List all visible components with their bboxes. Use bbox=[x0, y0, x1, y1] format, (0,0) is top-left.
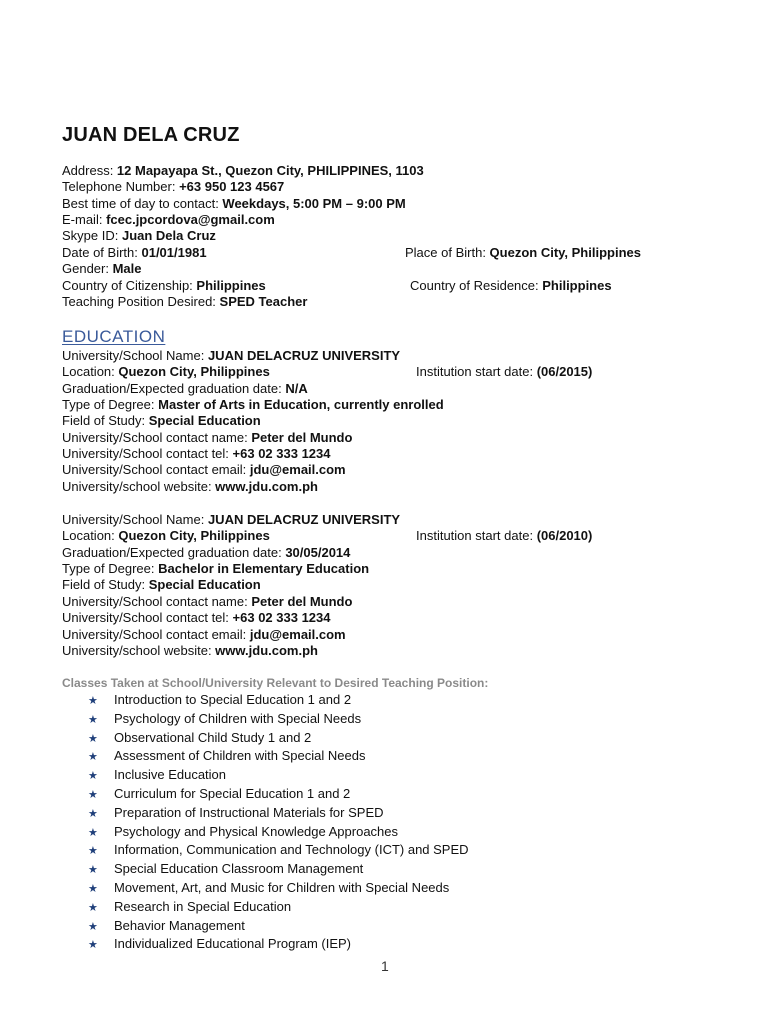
location-label: Location: bbox=[62, 364, 119, 379]
class-name: Assessment of Children with Special Needs bbox=[114, 748, 366, 764]
class-name: Inclusive Education bbox=[114, 767, 227, 783]
website-value: www.jdu.com.ph bbox=[215, 643, 318, 658]
address-label: Address: bbox=[62, 163, 117, 178]
class-name: Behavior Management bbox=[114, 917, 245, 933]
edu1-contact-name bbox=[62, 430, 352, 446]
edu1-degree bbox=[62, 397, 444, 413]
list-item bbox=[88, 840, 469, 859]
location-country: , Philippines bbox=[193, 528, 270, 543]
best-time-label: Best time of day to contact: bbox=[62, 196, 223, 211]
class-name: Preparation of Instructional Materials for SPED bbox=[114, 804, 384, 820]
class-name: Individualized Educational Program (IEP) bbox=[114, 936, 352, 952]
contact-email-label: University/School contact email: bbox=[62, 462, 250, 477]
page-number: 1 bbox=[381, 958, 389, 974]
location-label: Location: bbox=[62, 528, 119, 543]
citizenship-label: Country of Citizenship: bbox=[62, 278, 197, 293]
contact-tel-label: University/School contact tel: bbox=[62, 446, 233, 461]
address-value: 12 Mapayapa St., Quezon City, PHILIPPINES, 1103 bbox=[116, 163, 424, 178]
list-item bbox=[88, 916, 469, 935]
skype-value: Juan Dela Cruz bbox=[121, 228, 216, 243]
edu2-field bbox=[62, 577, 261, 593]
class-name: Curriculum for Special Education 1 and 2 bbox=[114, 785, 351, 801]
contact-tel-label: University/School contact tel: bbox=[62, 610, 233, 625]
school-name-label: University/School Name: bbox=[62, 348, 208, 363]
phone-line bbox=[62, 179, 284, 195]
star-icon: ★ bbox=[88, 882, 98, 895]
location-city: Quezon City bbox=[118, 364, 194, 379]
edu2-website bbox=[62, 643, 318, 659]
edu1-contact-tel bbox=[62, 446, 331, 462]
education-heading: EDUCATION bbox=[62, 327, 166, 346]
position-label: Teaching Position Desired: bbox=[62, 294, 220, 309]
applicant-name: JUAN DELA CRUZ bbox=[62, 124, 240, 146]
contact-name-label: University/School contact name: bbox=[62, 594, 252, 609]
website-value: www.jdu.com.ph bbox=[215, 479, 318, 494]
edu1-website bbox=[62, 479, 318, 495]
email-value: fcec.jpcordova@gmail.com bbox=[106, 212, 275, 227]
edu2-start-date bbox=[416, 528, 592, 543]
contact-email-label: University/School contact email: bbox=[62, 627, 250, 642]
edu2-contact-email bbox=[62, 627, 346, 643]
star-icon: ★ bbox=[88, 695, 98, 707]
start-date-value: (06/2010) bbox=[536, 528, 593, 543]
start-date-label: Institution start date: bbox=[416, 528, 537, 543]
dob-value: 01/01/1981 bbox=[141, 245, 207, 260]
skype-label: Skype ID: bbox=[62, 228, 122, 243]
edu1-field bbox=[62, 413, 261, 429]
school-name-label: University/School Name: bbox=[62, 512, 208, 527]
field-value: Special Education bbox=[148, 577, 261, 592]
residence-line bbox=[410, 278, 612, 293]
gender-line bbox=[62, 261, 142, 277]
website-label: University/school website: bbox=[62, 643, 216, 658]
class-name: Special Education Classroom Management bbox=[114, 861, 364, 877]
list-item bbox=[88, 746, 469, 765]
grad-date-label: Graduation/Expected graduation date: bbox=[62, 545, 286, 560]
best-time-value: Weekdays, 5:00 PM – 9:00 PM bbox=[222, 196, 406, 211]
citizenship-value: Philippines bbox=[196, 278, 266, 293]
class-name: Research in Special Education bbox=[114, 898, 292, 914]
pob-value: Quezon City, Philippines bbox=[489, 245, 641, 260]
best-time-line bbox=[62, 196, 406, 212]
classes-list bbox=[88, 690, 469, 953]
contact-tel-value: +63 02 333 1234 bbox=[232, 610, 331, 625]
list-item bbox=[88, 859, 469, 878]
list-item bbox=[88, 765, 469, 784]
contact-name-value: Peter del Mundo bbox=[251, 594, 353, 609]
list-item bbox=[88, 878, 469, 897]
field-label: Field of Study: bbox=[62, 413, 149, 428]
class-name: Psychology and Physical Knowledge Approaches bbox=[114, 823, 399, 839]
contact-email-value: jdu@email.com bbox=[249, 627, 346, 642]
star-icon: ★ bbox=[88, 732, 98, 745]
degree-value: Bachelor in Elementary Education bbox=[158, 561, 370, 576]
pob-label: Place of Birth: bbox=[405, 245, 490, 260]
citizenship-line bbox=[62, 278, 266, 294]
star-icon: ★ bbox=[88, 864, 98, 877]
star-icon: ★ bbox=[88, 807, 98, 820]
star-icon: ★ bbox=[88, 770, 98, 783]
edu2-contact-tel bbox=[62, 610, 331, 626]
location-country: , Philippines bbox=[193, 364, 270, 379]
class-name: Information, Communication and Technology (ICT) and SPED bbox=[114, 842, 469, 858]
address-line bbox=[62, 163, 424, 179]
star-icon: ★ bbox=[88, 751, 98, 764]
phone-label: Telephone Number: bbox=[62, 179, 180, 194]
grad-date-value: 30/05/2014 bbox=[285, 545, 351, 560]
residence-label: Country of Residence: bbox=[410, 278, 543, 293]
class-name: Psychology of Children with Special Needs bbox=[114, 710, 362, 726]
edu2-school-name bbox=[62, 512, 400, 528]
dob-label: Date of Birth: bbox=[62, 245, 142, 260]
skype-line bbox=[62, 228, 216, 244]
degree-label: Type of Degree: bbox=[62, 397, 159, 412]
field-value: Special Education bbox=[148, 413, 261, 428]
edu1-location bbox=[62, 364, 270, 380]
class-name: Observational Child Study 1 and 2 bbox=[114, 729, 312, 745]
position-line bbox=[62, 294, 307, 310]
list-item bbox=[88, 728, 469, 747]
contact-name-label: University/School contact name: bbox=[62, 430, 252, 445]
email-label: E-mail: bbox=[62, 212, 107, 227]
edu2-degree bbox=[62, 561, 369, 577]
school-name-value: JUAN DELACRUZ UNIVERSITY bbox=[207, 348, 401, 363]
list-item bbox=[88, 934, 469, 953]
email-line bbox=[62, 212, 275, 228]
phone-value: +63 950 123 4567 bbox=[179, 179, 285, 194]
contact-name-value: Peter del Mundo bbox=[251, 430, 353, 445]
dob-line bbox=[62, 245, 207, 261]
residence-value: Philippines bbox=[542, 278, 612, 293]
star-icon: ★ bbox=[88, 713, 98, 726]
edu2-grad-date bbox=[62, 545, 350, 561]
field-label: Field of Study: bbox=[62, 577, 149, 592]
star-icon: ★ bbox=[88, 939, 98, 952]
classes-heading: Classes Taken at School/University Relevant to Desired Teaching Position: bbox=[62, 676, 489, 690]
start-date-value: (06/2015) bbox=[536, 364, 593, 379]
list-item bbox=[88, 822, 469, 841]
edu1-start-date bbox=[416, 364, 592, 379]
edu1-grad-date bbox=[62, 381, 308, 397]
list-item bbox=[88, 803, 469, 822]
degree-label: Type of Degree: bbox=[62, 561, 159, 576]
list-item bbox=[88, 784, 469, 803]
star-icon: ★ bbox=[88, 901, 98, 914]
class-name: Introduction to Special Education 1 and 2 bbox=[114, 692, 352, 707]
contact-email-value: jdu@email.com bbox=[249, 462, 346, 477]
list-item bbox=[88, 709, 469, 728]
location-city: Quezon City bbox=[118, 528, 194, 543]
gender-label: Gender: bbox=[62, 261, 113, 276]
star-icon: ★ bbox=[88, 845, 98, 858]
list-item bbox=[88, 897, 469, 916]
star-icon: ★ bbox=[88, 920, 98, 933]
edu2-contact-name bbox=[62, 594, 352, 610]
list-item bbox=[88, 690, 469, 709]
website-label: University/school website: bbox=[62, 479, 216, 494]
edu1-contact-email bbox=[62, 462, 346, 478]
star-icon: ★ bbox=[88, 788, 98, 801]
edu1-school-name bbox=[62, 348, 400, 364]
edu2-location bbox=[62, 528, 270, 544]
position-value: SPED Teacher bbox=[219, 294, 308, 309]
contact-tel-value: +63 02 333 1234 bbox=[232, 446, 331, 461]
pob-line bbox=[405, 245, 641, 260]
gender-value: Male bbox=[112, 261, 142, 276]
star-icon: ★ bbox=[88, 826, 98, 839]
start-date-label: Institution start date: bbox=[416, 364, 537, 379]
class-name: Movement, Art, and Music for Children with Special Needs bbox=[114, 879, 450, 895]
grad-date-value: N/A bbox=[285, 381, 308, 396]
school-name-value: JUAN DELACRUZ UNIVERSITY bbox=[207, 512, 401, 527]
degree-value: Master of Arts in Education, currently enrolled bbox=[158, 397, 444, 412]
grad-date-label: Graduation/Expected graduation date: bbox=[62, 381, 286, 396]
